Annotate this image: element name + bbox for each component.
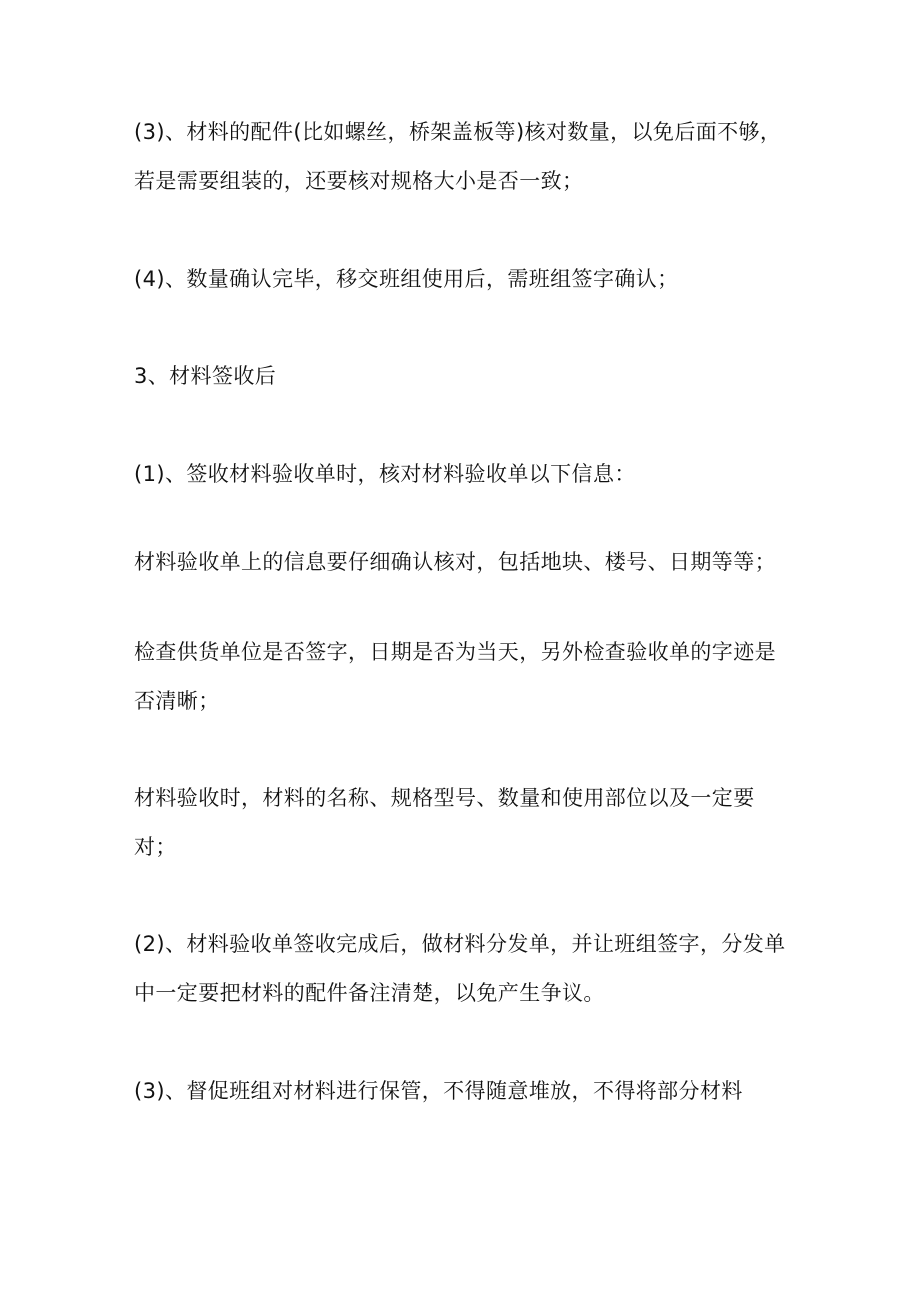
- text-line: 中一定要把材料的配件备注清楚，以免产生争议。: [134, 981, 605, 1005]
- paragraph-3-storage: [134, 1067, 794, 1116]
- paragraph-check-supplier: [134, 628, 794, 726]
- text-line: (1)、签收材料验收单时，核对材料验收单以下信息：: [134, 462, 636, 486]
- text-line: 3、材料签收后: [134, 364, 277, 388]
- text-line: 若是需要组装的，还要核对规格大小是否一致；: [134, 169, 584, 193]
- text-line: (3)、督促班组对材料进行保管，不得随意堆放，不得将部分材料: [134, 1079, 743, 1103]
- paragraph-4-confirm: [134, 255, 794, 304]
- section-heading-3: [134, 352, 794, 401]
- text-line: 材料验收单上的信息要仔细确认核对，包括地块、楼号、日期等等；: [134, 550, 776, 574]
- paragraph-1-sign-receipt: [134, 450, 794, 499]
- text-line: 检查供货单位是否签字，日期是否为当天，另外检查验收单的字迹是: [134, 640, 776, 664]
- text-line: 否清晰；: [134, 689, 220, 713]
- text-line: 材料验收时，材料的名称、规格型号、数量和使用部位以及一定要: [134, 786, 755, 810]
- paragraph-2-distribution: [134, 920, 794, 1018]
- text-line: 对；: [134, 835, 177, 859]
- text-line: (4)、数量确认完毕，移交班组使用后，需班组签字确认；: [134, 267, 679, 291]
- text-line: (3)、材料的配件(比如螺丝，桥架盖板等)核对数量，以免后面不够，: [134, 120, 782, 144]
- paragraph-receipt-info: [134, 538, 794, 587]
- text-line: (2)、材料验收单签收完成后，做材料分发单，并让班组签字，分发单: [134, 932, 786, 956]
- paragraph-material-check: [134, 774, 794, 872]
- paragraph-3-accessories: [134, 108, 794, 206]
